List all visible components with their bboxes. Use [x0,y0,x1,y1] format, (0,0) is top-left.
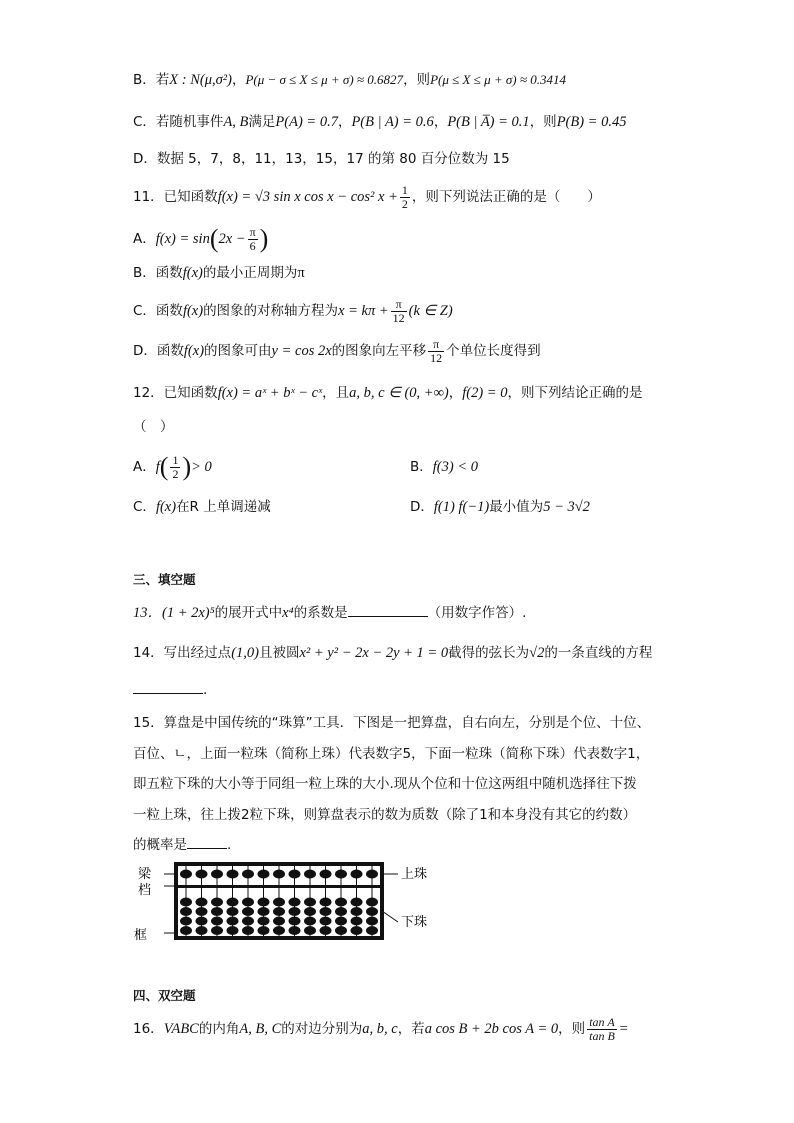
q10-option-d: D．数据 5，7，8，11，13，15，17 的第 80 百分位数为 15 [133,151,510,167]
q12-func: f(x) = aˣ + bˣ − cˣ [217,385,323,401]
section-fill-in-title: 三、填空题 [133,572,196,587]
q11-c-frac: $\frac{\pi}{12}$ [392,296,405,325]
abacus-lower-bead [335,926,347,935]
q14-point: (1,0) [231,645,259,661]
abacus-lower-bead [180,926,192,935]
abacus-upper-bead [351,870,363,879]
q10-c-pbna: P(B | A̅) = 0.1 [447,114,530,130]
abacus-lower-bead [180,907,192,916]
abacus-upper-bead [242,870,254,879]
q12-stem [133,383,642,403]
q13-mid: 的展开式中 [214,605,283,621]
q10-b-sep: ， [231,72,246,88]
q15-line3: 即五粒下珠的大小等于同组一粒上珠的大小.现从个位和十位这两组中随机选择往下拨 [133,776,637,792]
q14-mid2: 截得的弦长为 [448,645,530,661]
q10-b-prefix: B．若 [133,72,170,88]
abacus-upper-bead [211,870,223,879]
q11-tail: ，则下列说法正确的是（ ） [411,189,601,205]
q16-eq: = [618,1021,629,1037]
q11-option-d [133,336,541,366]
abacus-lower-bead [335,898,347,907]
q12-option-b [410,457,478,477]
abacus-upper-bead [335,870,347,879]
q14-circle: x² + y² − 2x − 2y + 1 = 0 [299,645,449,661]
abacus-lower-bead [289,907,301,916]
q10-c-prefix: C．若随机事件 [133,114,224,130]
abacus-lower-bead [227,907,239,916]
abacus-lower-bead [304,907,316,916]
q14-mid: 且被圆 [258,645,300,661]
q16-mid: 的内角 [198,1021,240,1037]
abacus-upper-bead [227,870,239,879]
q15-l5-end: . [227,837,232,853]
abacus-lower-bead [335,907,347,916]
abacus-lower-bead [242,917,254,926]
q11-func: f(x) = √3 sin x cos x − cos² x + [217,189,398,205]
q14-answer-blank[interactable] [133,693,203,694]
abacus-lower-bead [273,917,285,926]
q11-b-rest: 的最小正周期为 [202,265,298,281]
q11-d-mid: 的图象可由 [204,343,272,359]
q12-d-rest: 最小值为 [489,499,544,515]
abacus-lower-bead [211,926,223,935]
q12-option-d [410,497,590,517]
q11-c-eq: x = kπ + [338,303,389,319]
q10-b-p2: P(μ ≤ X ≤ μ + σ) ≈ 0.3414 [430,72,566,87]
abacus-lower-bead [320,926,332,935]
q12-d-val: 5 − 3√2 [543,499,590,515]
q12-b-label: B． [410,459,433,475]
q15-line2: 百位、ㄴ，上面一粒珠（简称上珠）代表数字5，下面一粒珠（简称下珠）代表数字1， [133,746,650,762]
q12-cond4: f(2) = 0 [462,385,508,401]
q16-triangle: VABC [163,1021,199,1037]
abacus-lower-bead [211,898,223,907]
q16-sides: a, b, c [362,1021,398,1037]
abacus-figure [130,856,450,946]
abacus-lower-bead [273,926,285,935]
q15-line4: 一粒上珠，往上拨2粒下珠，则算盘表示的数为质数（除了1和本身没有其它的约数） [133,807,637,823]
abacus-upper-bead [273,870,285,879]
q13-answer-blank[interactable] [348,616,428,617]
q16-pre: 16． [133,1021,164,1037]
q11-option-a: A．f(x) = sin(2x − $\frac{\pi}{6}$ ) [133,224,269,253]
q16-mid2: 的对边分别为 [281,1021,363,1037]
abacus-lower-bead [196,907,208,916]
abacus-lower-bead [304,917,316,926]
q12-a-frac: $\frac{1}{2}$ [172,452,179,481]
abacus-lower-bead [211,917,223,926]
q10-c-pba: P(B | A) = 0.6 [351,114,434,130]
q14 [133,643,652,663]
q10-c-pb: P(B) = 0.45 [556,114,627,130]
q12-option-c [133,497,271,517]
q12-cond3: ， [448,385,463,401]
q11-b-pi: π [297,265,305,281]
q11-option-b [133,263,305,283]
q12-number: 12．已知函数 [133,385,218,401]
abacus-lower-bead [227,898,239,907]
abacus-lower-bead [351,917,363,926]
abacus-upper-bead [366,870,378,879]
abacus-lower-bead [289,926,301,935]
abacus-lower-bead [180,917,192,926]
q14-pre: 14．写出经过点 [133,645,232,661]
q11-d-text: D．函数 [133,343,184,359]
abacus-lower-bead [258,907,270,916]
abacus-lower-bead [320,898,332,907]
abacus-lower-bead [273,907,285,916]
q11-a-expr: f(x) = sin [155,231,210,247]
q12-option-a: A．f( $\frac{1}{2}$ )> 0 [133,452,212,481]
abacus-lower-bead [242,898,254,907]
q11-b-fx: f(x) [182,265,203,281]
q16-cond: a cos B + 2b cos A = 0 [424,1021,559,1037]
q13-x4: x⁴ [282,605,294,621]
q14-answer-line [133,680,207,700]
q11-d-mid2: 的图象向左平移 [331,343,427,359]
q11-c-fx: f(x) [182,303,204,319]
abacus-upper-bead [320,870,332,879]
abacus-label-rod: 档 [138,883,152,898]
q16-angles: A, B, C [239,1021,282,1037]
q16-mid4: ，则 [558,1021,586,1037]
abacus-lower-bead [289,917,301,926]
q15-line5 [133,835,231,855]
abacus-lower-bead [304,926,316,935]
abacus-lower-bead [242,907,254,916]
abacus-upper-bead [258,870,270,879]
q12-c-label: C． [133,499,156,515]
abacus-lower-bead [180,898,192,907]
abacus-lower-bead [258,917,270,926]
abacus-upper-bead [196,870,208,879]
abacus-lower-bead [351,926,363,935]
abacus-lower-bead [366,907,378,916]
q11-a-label: A． [133,231,156,247]
q12-c-rest: 在R 上单调递减 [176,499,271,515]
abacus-lower-bead [242,926,254,935]
abacus-lower-bead [273,898,285,907]
abacus-lower-bead [289,898,301,907]
abacus-lower-bead [258,926,270,935]
q10-c-pa: P(A) = 0.7 [275,114,338,130]
q12-cond5: ，则下列结论正确的是 [507,385,643,401]
abacus-upper-bead [304,870,316,879]
q12-c-fx: f(x) [155,499,177,515]
abacus-lower-bead [196,898,208,907]
q12-d-expr: f(1) f(−1) [433,499,490,515]
q12-a-f: f [155,459,160,475]
abacus-lower-bead [351,907,363,916]
q10-c-then: ，则 [529,114,557,130]
q11-c-k: (k ∈ Z) [408,303,453,319]
q11-option-c [133,296,453,326]
abacus-lower-bead [227,926,239,935]
abacus-lower-bead [335,917,347,926]
q11-d-frac: $\frac{\pi}{12}$ [430,336,443,365]
q12-paren: （ ） [133,419,174,435]
q10-b-then: ，则 [403,72,431,88]
abacus-label-lower: 下珠 [401,915,428,930]
abacus-upper-bead [289,870,301,879]
q11-d-end: 个单位长度得到 [446,343,541,359]
q16-mid3: ，若 [397,1021,425,1037]
q12-a-label: A． [133,459,156,475]
q15-l5-text: 的概率是 [133,837,187,853]
abacus-lower-bead [366,926,378,935]
abacus-label-upper: 上珠 [401,867,428,882]
q14-end: 的一条直线的方程 [544,645,653,661]
abacus-lower-bead [351,898,363,907]
q11-d-y: y = cos 2x [271,343,332,359]
q11-d-fx: f(x) [183,343,205,359]
q10-option-c: C．若随机事件A, B满足P(A) = 0.7，P(B | A) = 0.6，P(B | A̅) = 0.1，则P(B) = 0.45 [133,114,627,130]
abacus-lower-bead [227,917,239,926]
q14-tail: . [203,682,208,698]
q11-b-text: B．函数 [133,265,183,281]
abacus-label-frame: 框 [134,928,148,943]
q10-b-dist: X : N(μ,σ²) [169,72,232,88]
q16 [133,1014,629,1044]
q11-fraction: $\frac{1}{2}$ [401,182,408,211]
abacus-lower-bead [320,917,332,926]
section-double-blank-title: 四、双空题 [133,988,196,1003]
q12-cond2: a, b, c ∈ (0, +∞) [349,385,449,401]
abacus-label-beam: 梁 [138,867,152,882]
abacus-upper-bead [180,870,192,879]
q11-stem [133,182,601,212]
q11-c-text: C．函数 [133,303,183,319]
abacus-lower-bead [320,907,332,916]
abacus-lower-bead [211,907,223,916]
q11-a-frac: $\frac{\pi}{6}$ [249,224,256,253]
q12-d-label: D． [410,499,434,515]
q11-number: 11．已知函数 [133,189,218,205]
abacus-lower-bead [196,917,208,926]
q13-tail: （用数字作答）. [427,605,527,621]
q15-line1: 15．算盘是中国传统的“珠算”工具．下图是一把算盘，自右向左，分别是个位、十位、 [133,715,651,731]
q11-a-inner: 2x − [218,231,246,247]
q13-expr: 13．(1 + 2x)⁵ [133,605,215,621]
q10-c-events: A, B [223,114,249,130]
abacus-lower-bead [366,917,378,926]
q10-option-b [133,70,566,90]
q12-b-expr: f(3) < 0 [432,459,478,475]
q12-a-rest: > 0 [191,459,212,475]
q14-len: √2 [529,645,545,661]
abacus-lower-bead [196,926,208,935]
q11-c-rest: 的图象的对称轴方程为 [203,303,339,319]
q13 [133,603,526,623]
abacus-lower-bead [304,898,316,907]
q15-answer-blank[interactable] [187,848,227,849]
q16-fraction: $\frac{\text{tan A}}{\text{tan B}}$ [589,1014,615,1043]
abacus-lower-bead [258,898,270,907]
q10-b-p1: P(μ − σ ≤ X ≤ μ + σ) ≈ 0.6827 [245,72,404,87]
abacus-lower-bead [366,898,378,907]
q10-c-sat: 满足 [248,114,276,130]
q13-rest: 的系数是 [293,605,348,621]
q12-cond1: ，且 [322,385,350,401]
